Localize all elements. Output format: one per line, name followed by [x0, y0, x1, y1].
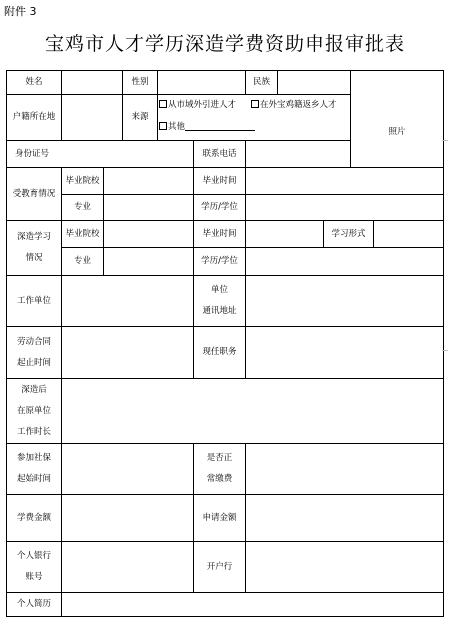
grid-line — [6, 616, 444, 617]
annex-label: 附件 3 — [4, 5, 37, 18]
label-major: 专业 — [73, 202, 91, 212]
label-employer: 工作单位 — [16, 295, 51, 306]
photo-field[interactable] — [351, 71, 443, 167]
label-grad-school: 毕业院校 — [65, 175, 100, 186]
source-option-1[interactable] — [159, 100, 236, 111]
other-underline[interactable] — [185, 121, 255, 131]
label-further-study-2: 情况 — [25, 253, 43, 263]
household-field[interactable] — [62, 95, 122, 140]
label-bank-1: 个人银行 — [16, 551, 51, 561]
label-further-degree: 学历/学位 — [201, 256, 238, 266]
source-option-3[interactable] — [159, 121, 255, 133]
label-tuition: 学费金额 — [16, 512, 51, 523]
label-arrears-1: 是否正 — [206, 453, 233, 463]
label-apply-amount: 申请金额 — [202, 512, 237, 523]
label-further-study-1: 深造学习 — [16, 232, 51, 242]
id-number-field[interactable] — [62, 141, 193, 167]
label-further-major: 专业 — [73, 256, 91, 266]
label-resume: 个人简历 — [16, 599, 51, 609]
bank-account-field[interactable] — [62, 542, 193, 592]
bank-name-field[interactable] — [246, 542, 443, 592]
label-name: 姓名 — [25, 77, 43, 87]
label-household: 户籍所在地 — [12, 112, 56, 122]
label-post-study-2: 在原单位 — [16, 405, 51, 416]
degree-field[interactable] — [246, 195, 443, 220]
checkbox-icon[interactable] — [159, 122, 167, 130]
label-insurance-2: 起始时间 — [16, 474, 51, 484]
tuition-field[interactable] — [62, 495, 193, 541]
label-unit-address-2: 通讯地址 — [202, 306, 237, 316]
label-unit-address-1: 单位 — [210, 285, 228, 295]
grad-school-field[interactable] — [104, 168, 193, 194]
label-contract-1: 劳动合同 — [16, 336, 51, 347]
form-title: 宝鸡市人才学历深造学费资助申报审批表 — [44, 33, 405, 55]
contract-field[interactable] — [62, 327, 193, 378]
margin-mark — [442, 350, 448, 351]
grid-line — [157, 94, 158, 140]
source-option-2-label: 在外宝鸡籍返乡人才 — [260, 100, 337, 110]
position-field[interactable] — [246, 327, 443, 378]
label-photo: 照片 — [388, 127, 406, 137]
label-id-number: 身份证号 — [15, 148, 50, 159]
gender-field[interactable] — [158, 71, 245, 94]
label-bank-2: 账号 — [25, 572, 43, 582]
label-grad-time: 毕业时间 — [202, 175, 237, 186]
label-position: 现任职务 — [202, 347, 237, 357]
name-field[interactable] — [62, 71, 122, 94]
label-further-grad-time: 毕业时间 — [202, 228, 237, 239]
checkbox-icon[interactable] — [251, 100, 259, 108]
label-post-study-3: 工作时长 — [16, 426, 51, 437]
margin-mark — [442, 140, 448, 141]
major-field[interactable] — [104, 195, 193, 220]
arrears-field[interactable] — [246, 444, 443, 494]
source-option-2[interactable] — [251, 100, 337, 111]
employer-field[interactable] — [62, 276, 193, 326]
unit-address-field[interactable] — [246, 276, 443, 326]
further-major-field[interactable] — [104, 248, 193, 275]
study-form-field[interactable] — [374, 221, 443, 247]
further-grad-school-field[interactable] — [104, 221, 193, 247]
grid-line — [443, 70, 444, 617]
label-insurance-1: 参加社保 — [16, 453, 51, 463]
grad-time-field[interactable] — [246, 168, 350, 194]
phone-field[interactable] — [246, 141, 350, 167]
further-degree-field[interactable] — [246, 248, 443, 275]
resume-field[interactable] — [62, 593, 443, 616]
checkbox-icon[interactable] — [159, 100, 167, 108]
insurance-field[interactable] — [62, 444, 193, 494]
post-study-field[interactable] — [62, 379, 443, 443]
label-contract-2: 起止时间 — [16, 357, 51, 368]
label-bank-name: 开户行 — [206, 561, 233, 572]
label-post-study-1: 深造后 — [21, 384, 47, 395]
apply-amount-field[interactable] — [246, 495, 443, 541]
label-education: 受教育情况 — [12, 188, 56, 199]
label-arrears-2: 常缴费 — [206, 474, 233, 484]
source-option-3-label: 其他 — [168, 122, 186, 132]
label-further-grad-school: 毕业院校 — [65, 228, 100, 239]
further-grad-time-field[interactable] — [246, 221, 323, 247]
ethnicity-field[interactable] — [278, 71, 350, 94]
label-source: 来源 — [131, 112, 149, 122]
label-ethnicity: 民族 — [252, 77, 270, 87]
label-degree: 学历/学位 — [201, 202, 238, 212]
source-option-1-label: 从市域外引进人才 — [168, 100, 237, 110]
label-gender: 性别 — [131, 77, 149, 87]
label-study-form: 学习形式 — [331, 228, 366, 239]
label-phone: 联系电话 — [202, 148, 237, 159]
